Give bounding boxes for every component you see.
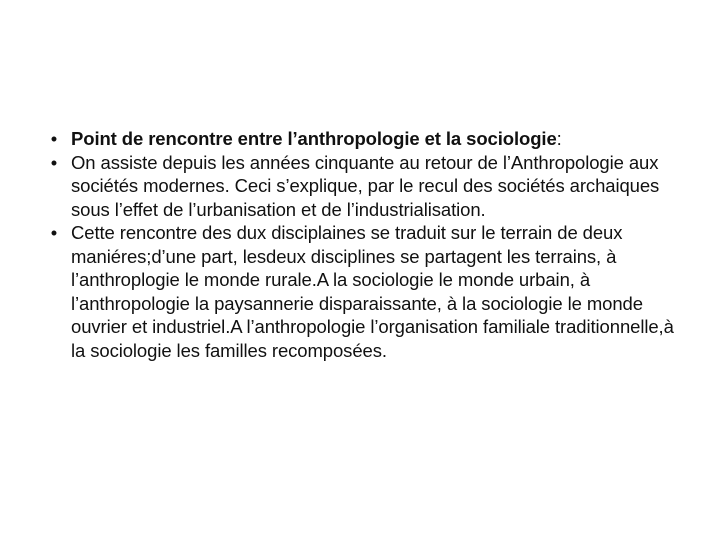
bullet-marker: •: [50, 128, 58, 149]
bullet-marker: •: [50, 222, 58, 243]
bullet-list: [46, 127, 686, 362]
bullet-text: :: [556, 128, 562, 149]
bullet-text: On assiste depuis les années cinquante au retour de l’Anthropologie aux sociétés modernes. Ceci s’explique, par le recul des sociétés archaiques sous l’effet de l’urbanisation et de l’industrialisation.: [71, 151, 660, 220]
bullet-item-modern-societies: [46, 151, 686, 222]
bullet-heading: Point de rencontre entre l’anthropologie et la sociologie: [71, 128, 557, 149]
bullet-item-two-disciplines: [46, 221, 686, 362]
bullet-item-meeting-point: [46, 127, 686, 151]
bullet-text: Cette rencontre des dux disciplaines se traduit sur le terrain de deux maniéres;d’une part, lesdeux disciplines se partagent les terrains, à l’anthroplogie le monde rurale.A la sociologie le monde urbain, à l’anthropologie la paysannerie disparaissante, à la sociologie le monde ouvrier et industriel.A l’anthropologie l’organisation familiale traditionnelle,à la sociologie les familles recomposées.: [71, 222, 674, 361]
bullet-marker: •: [50, 151, 58, 173]
